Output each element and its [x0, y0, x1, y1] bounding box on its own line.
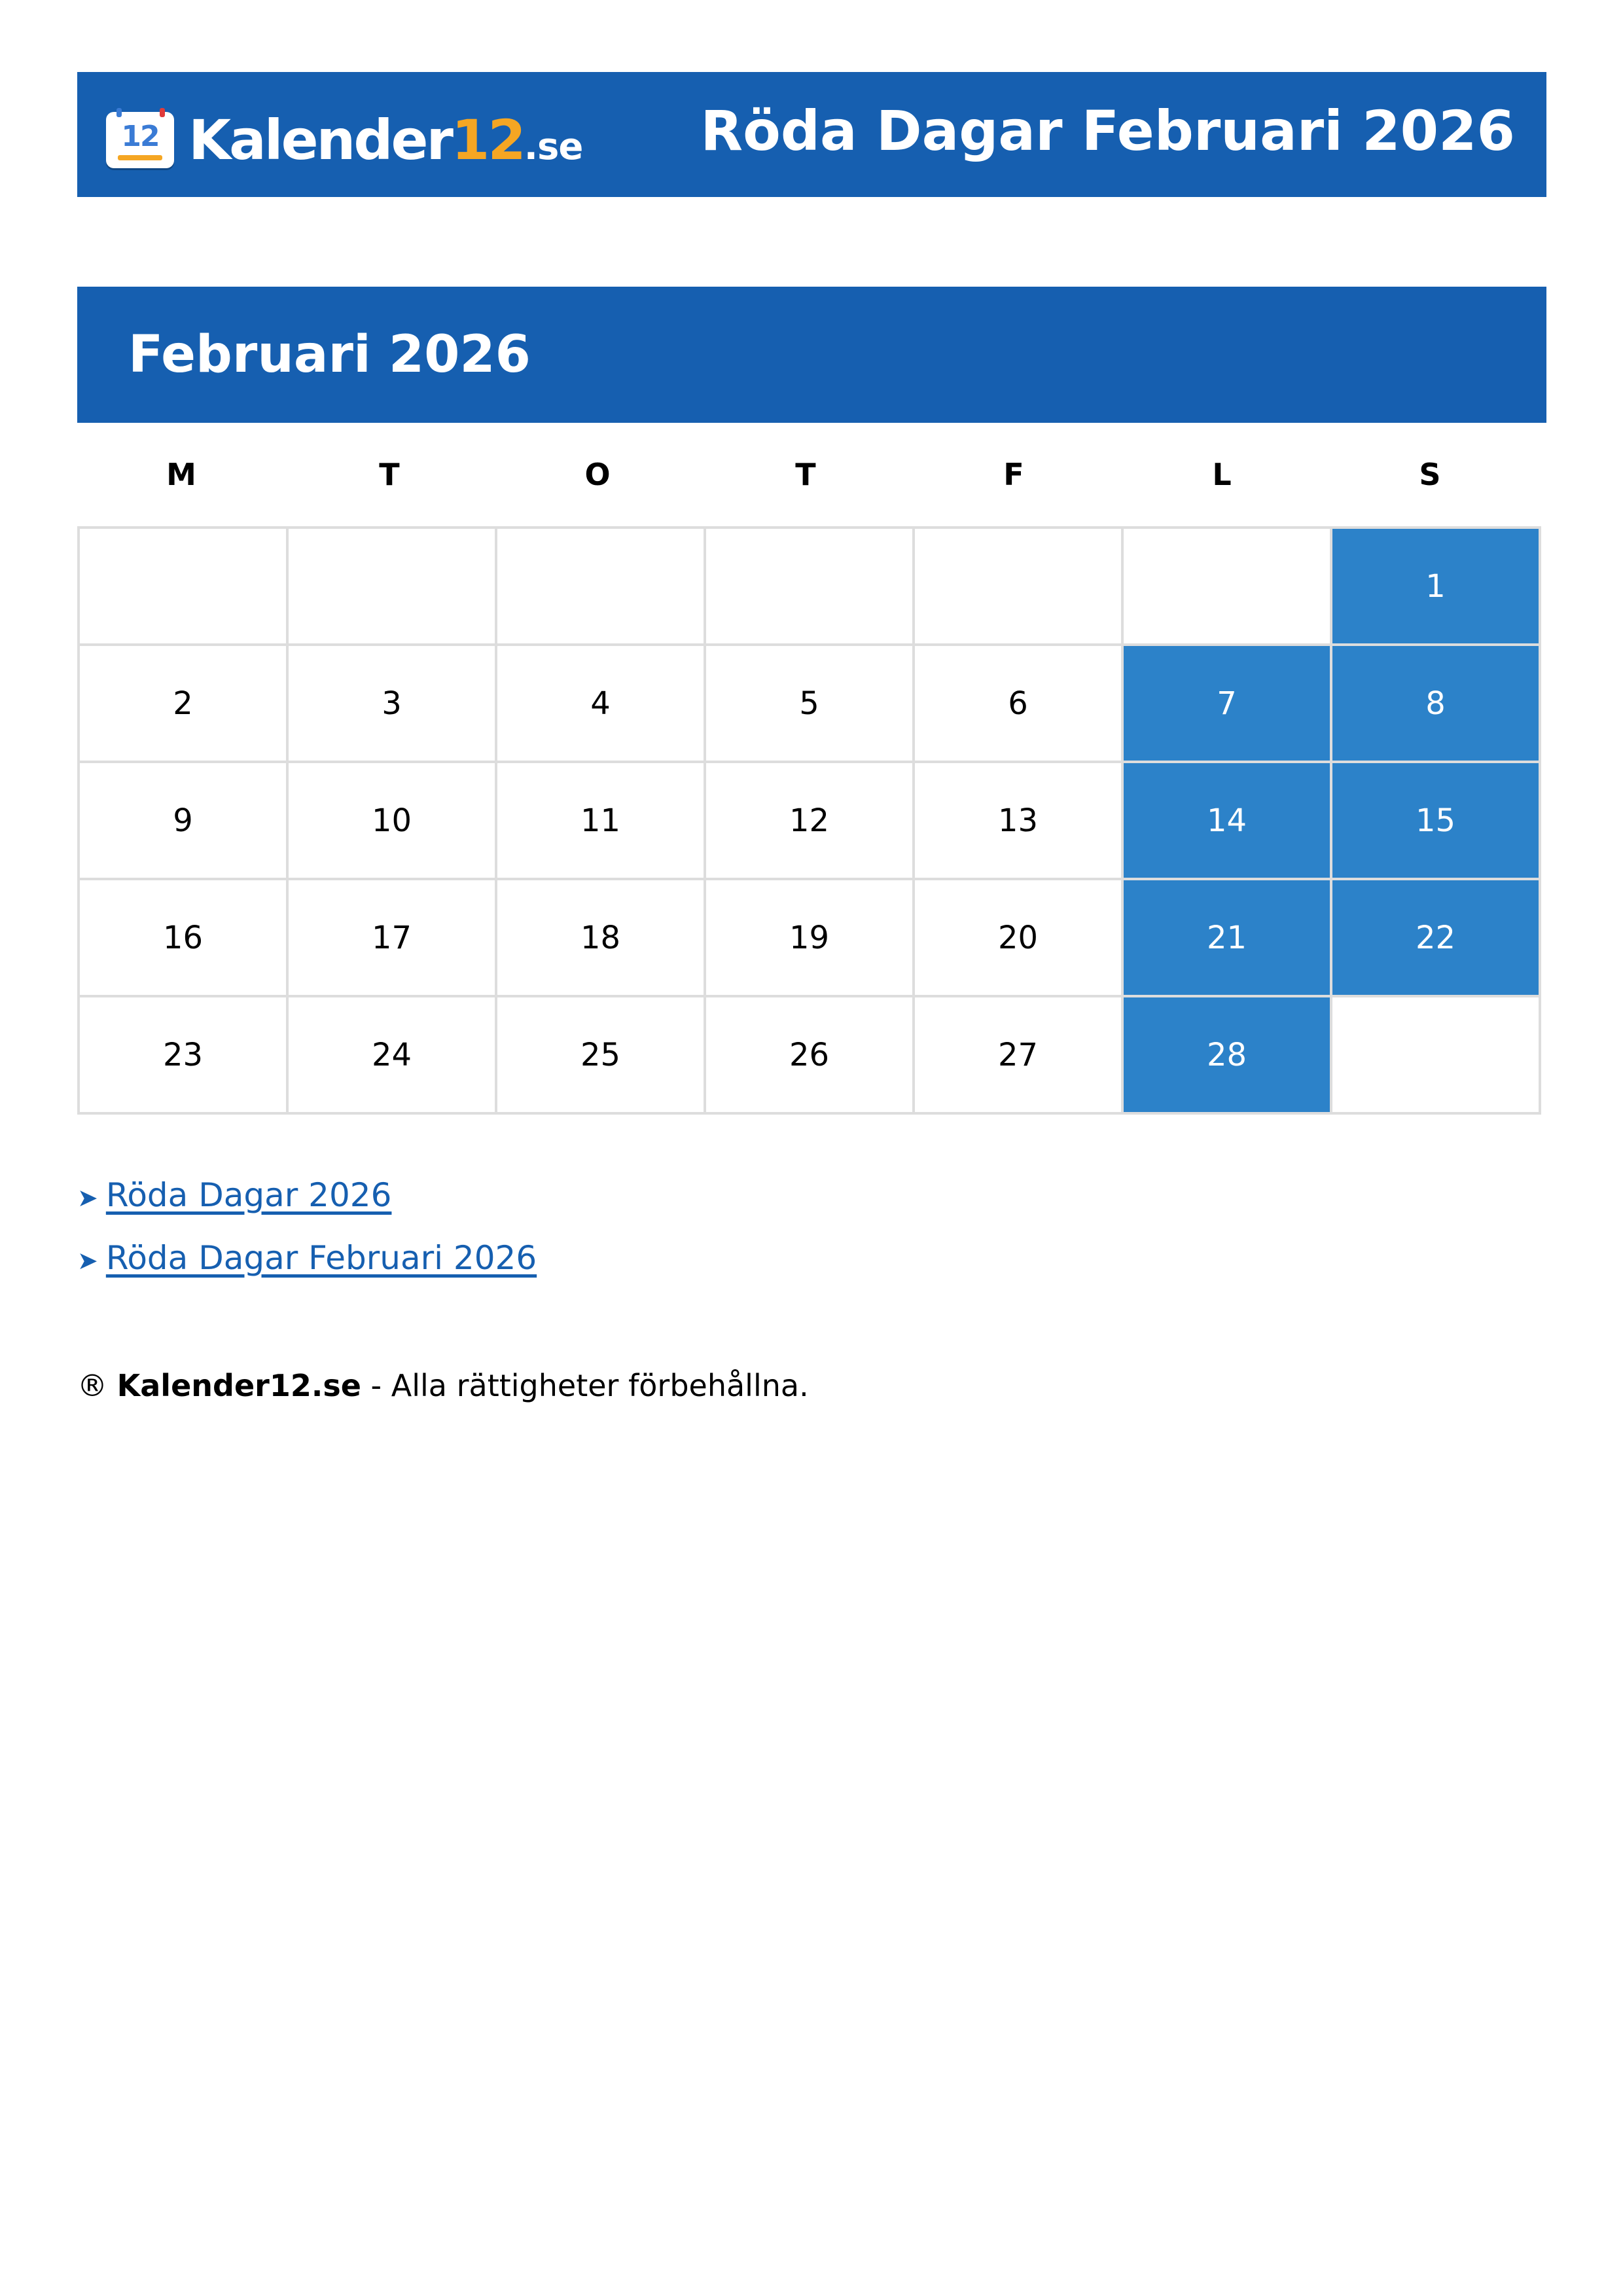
day-cell: 24	[287, 996, 496, 1113]
footer-text: - Alla rättigheter förbehållna.	[361, 1368, 809, 1403]
month-title: Februari 2026	[128, 325, 531, 384]
holiday-day-cell: 15	[1331, 762, 1540, 879]
logo-brand-number: 12	[451, 108, 524, 172]
calendar-icon	[106, 112, 174, 168]
empty-day-cell	[79, 528, 287, 645]
logo-brand-main: Kalender	[188, 108, 452, 172]
calendar-grid	[77, 526, 1541, 1115]
empty-day-cell	[1331, 996, 1540, 1113]
page-title: Röda Dagar Februari 2026	[700, 99, 1515, 163]
empty-day-cell	[705, 528, 914, 645]
calendar-week-row	[79, 762, 1540, 879]
link-item	[77, 1228, 537, 1291]
holiday-day-cell: 28	[1122, 996, 1331, 1113]
logo-wordmark	[188, 108, 583, 172]
day-cell: 2	[79, 645, 287, 762]
calendar-week-row	[79, 879, 1540, 996]
related-links	[77, 1165, 537, 1291]
weekday-label: T	[379, 457, 400, 492]
day-cell: 4	[496, 645, 705, 762]
calendar-week-row	[79, 645, 1540, 762]
day-cell: 10	[287, 762, 496, 879]
holiday-day-cell: 22	[1331, 879, 1540, 996]
weekday-label: O	[584, 457, 611, 492]
holiday-day-cell: 7	[1122, 645, 1331, 762]
holiday-day-cell: 8	[1331, 645, 1540, 762]
logo-icon-number: 12	[121, 120, 159, 153]
day-cell: 3	[287, 645, 496, 762]
weekday-label: L	[1212, 457, 1232, 492]
day-cell: 11	[496, 762, 705, 879]
link-item	[77, 1165, 537, 1228]
weekday-header-row	[77, 452, 1546, 497]
day-cell: 20	[914, 879, 1122, 996]
calendar-week-row	[79, 996, 1540, 1113]
footer-brand: Kalender12.se	[116, 1368, 361, 1403]
day-cell: 9	[79, 762, 287, 879]
weekday-label: M	[166, 457, 196, 492]
link-roda-dagar-2026[interactable]: Röda Dagar 2026	[105, 1176, 392, 1214]
page-header	[77, 72, 1546, 197]
footer	[77, 1368, 809, 1404]
empty-day-cell	[914, 528, 1122, 645]
day-cell: 26	[705, 996, 914, 1113]
registered-symbol: ®	[77, 1368, 107, 1403]
day-cell: 17	[287, 879, 496, 996]
empty-day-cell	[287, 528, 496, 645]
empty-day-cell	[1122, 528, 1331, 645]
day-cell: 6	[914, 645, 1122, 762]
weekday-label: F	[1003, 457, 1024, 492]
day-cell: 18	[496, 879, 705, 996]
day-cell: 5	[705, 645, 914, 762]
holiday-day-cell: 21	[1122, 879, 1331, 996]
arrow-right-icon: ➤	[77, 1183, 98, 1212]
site-logo[interactable]	[106, 107, 582, 173]
day-cell: 12	[705, 762, 914, 879]
weekday-label: T	[795, 457, 816, 492]
day-cell: 19	[705, 879, 914, 996]
month-banner	[77, 287, 1546, 423]
arrow-right-icon: ➤	[77, 1246, 98, 1275]
day-cell: 25	[496, 996, 705, 1113]
link-roda-dagar-februari-2026[interactable]: Röda Dagar Februari 2026	[105, 1239, 537, 1277]
day-cell: 16	[79, 879, 287, 996]
day-cell: 13	[914, 762, 1122, 879]
calendar-week-row	[79, 528, 1540, 645]
day-cell: 27	[914, 996, 1122, 1113]
holiday-day-cell: 14	[1122, 762, 1331, 879]
holiday-day-cell: 1	[1331, 528, 1540, 645]
weekday-label: S	[1419, 457, 1441, 492]
day-cell: 23	[79, 996, 287, 1113]
empty-day-cell	[496, 528, 705, 645]
logo-brand-tld: .se	[524, 126, 583, 168]
